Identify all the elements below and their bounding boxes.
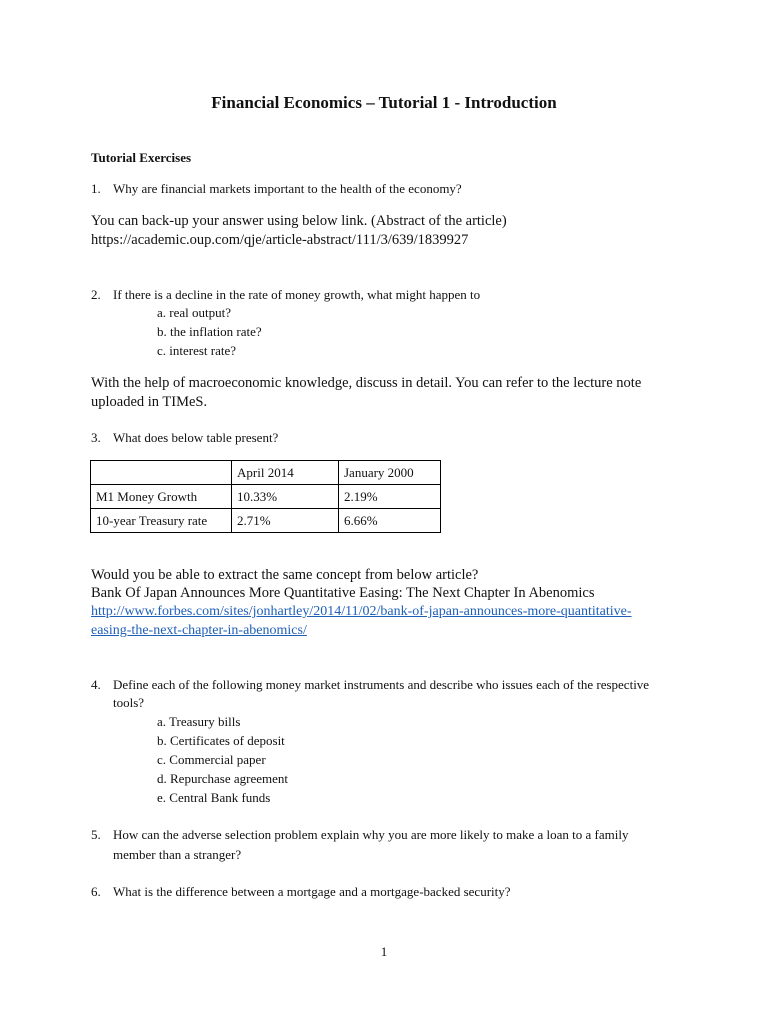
question-1-note-line-2: https://academic.oup.com/qje/article-abstract/111/3/639/1839927 — [91, 232, 469, 248]
table-header-cell: April 2014 — [232, 461, 339, 485]
question-4-item: c. Commercial paper — [157, 752, 266, 767]
question-3-number: 3. — [91, 430, 101, 445]
question-4-number: 4. — [91, 677, 101, 692]
table-cell: M1 Money Growth — [91, 485, 232, 509]
table-row — [91, 485, 441, 509]
question-5-text-line-1: How can the adverse selection problem explain why you are more likely to make a loan to a family — [113, 827, 629, 842]
question-2-number: 2. — [91, 287, 101, 302]
table-cell: 10.33% — [232, 485, 339, 509]
question-1-number: 1. — [91, 181, 101, 196]
question-6-number: 6. — [91, 884, 101, 899]
question-5-number: 5. — [91, 827, 101, 842]
question-4-text-line-1: Define each of the following money market instruments and describe who issues each of the respective — [113, 677, 650, 692]
article-link-line-1[interactable]: http://www.forbes.com/sites/jonhartley/2014/11/02/bank-of-japan-announces-more-quantitative- — [91, 604, 632, 619]
question-4-text-line-2: tools? — [113, 695, 145, 710]
question-3-follow-line-2: Bank Of Japan Announces More Quantitative Easing: The Next Chapter In Abenomics — [91, 585, 595, 601]
table-cell: 10-year Treasury rate — [91, 509, 232, 533]
page-number: 1 — [380, 944, 388, 959]
question-2-note-line-2: uploaded in TIMeS. — [91, 394, 208, 410]
table-row — [91, 509, 441, 533]
table-header-cell — [91, 461, 232, 485]
question-2-item: c. interest rate? — [157, 343, 237, 358]
question-4-item: d. Repurchase agreement — [157, 771, 289, 786]
table-cell: 6.66% — [339, 509, 441, 533]
table-cell: 2.71% — [232, 509, 339, 533]
section-heading: Tutorial Exercises — [91, 150, 192, 165]
article-link-line-2[interactable]: easing-the-next-chapter-in-abenomics/ — [91, 623, 307, 638]
question-6-text: What is the difference between a mortgage and a mortgage-backed security? — [113, 884, 511, 899]
question-1-note-line-1: You can back-up your answer using below link. (Abstract of the article) — [91, 213, 507, 229]
table-header-row — [91, 461, 441, 485]
question-5-text-line-2: member than a stranger? — [113, 847, 242, 862]
question-4-item: e. Central Bank funds — [157, 790, 271, 805]
question-2-item: a. real output? — [157, 305, 231, 320]
table-cell: 2.19% — [339, 485, 441, 509]
question-2-item: b. the inflation rate? — [157, 324, 262, 339]
question-1-text: Why are financial markets important to the health of the economy? — [113, 181, 462, 196]
question-4-item: a. Treasury bills — [157, 714, 241, 729]
data-table — [90, 460, 441, 533]
table-header-cell: January 2000 — [339, 461, 441, 485]
question-2-text: If there is a decline in the rate of money growth, what might happen to — [113, 287, 481, 302]
question-4-item: b. Certificates of deposit — [157, 733, 285, 748]
question-2-note-line-1: With the help of macroeconomic knowledge, discuss in detail. You can refer to the lecture note — [91, 375, 642, 391]
question-3-follow-line-1: Would you be able to extract the same concept from below article? — [91, 567, 479, 583]
page-title: Financial Economics – Tutorial 1 - Introduction — [211, 93, 557, 112]
question-3-text: What does below table present? — [113, 430, 279, 445]
